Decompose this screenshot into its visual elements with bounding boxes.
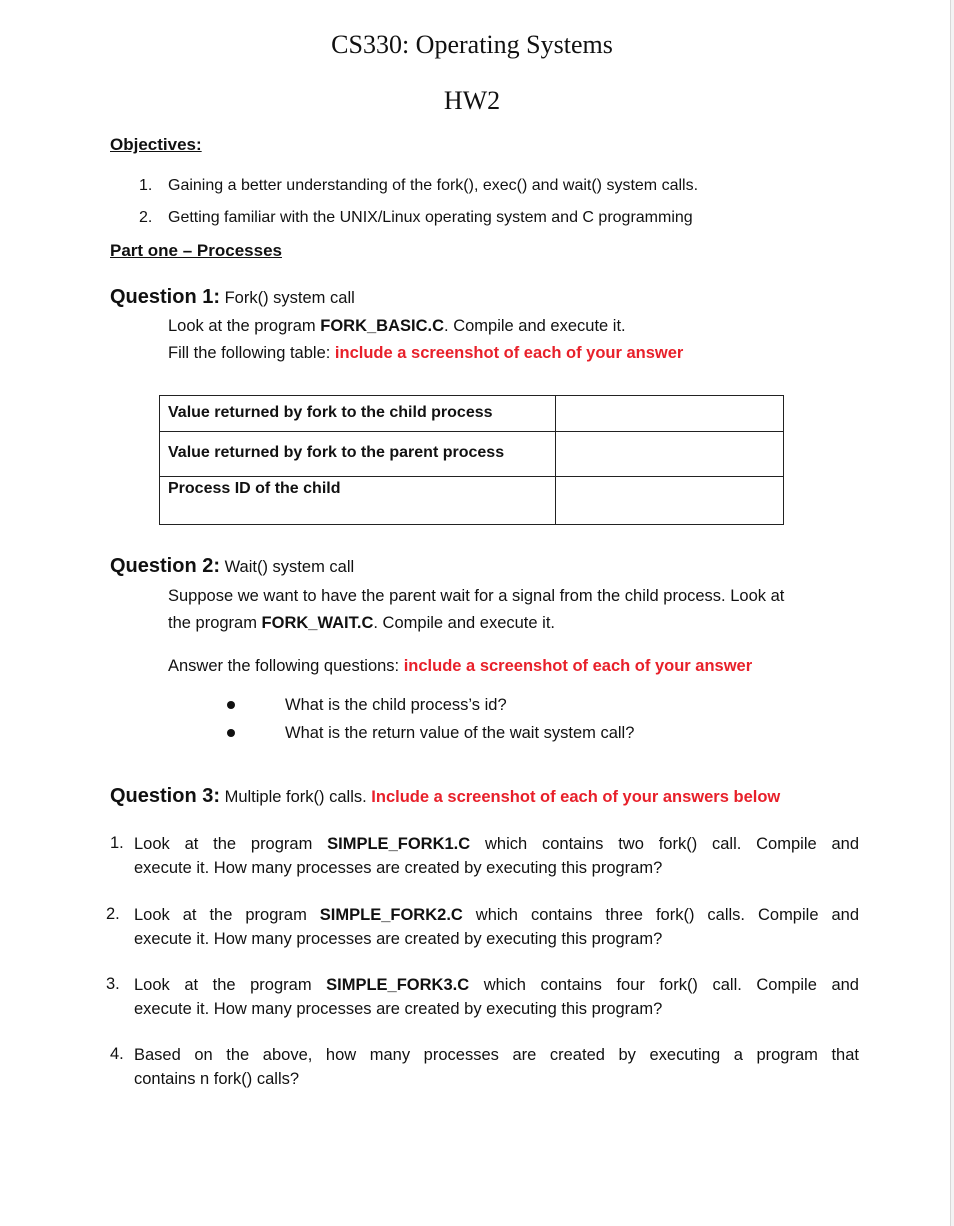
question-2-heading: [110, 555, 354, 578]
question-2-label: Question 2:: [110, 555, 221, 577]
table-row: [160, 432, 784, 477]
text-run: Based on the above, how many processes are created by executing a program that: [134, 1046, 859, 1064]
question-3-item-number: 4.: [110, 1045, 124, 1063]
item-line-1: [134, 903, 859, 927]
question-3-title: Multiple fork() calls.: [220, 788, 372, 806]
question-3-item: [134, 973, 859, 1021]
text-run: Answer the following questions:: [168, 657, 404, 675]
item-line-2: contains n fork() calls?: [134, 1070, 300, 1088]
question-1-title: Fork() system call: [220, 289, 355, 307]
item-line-2: execute it. How many processes are created by executing this program?: [134, 859, 663, 877]
question-2-answer-instruction: [168, 657, 752, 676]
screenshot-instruction: include a screenshot of each of your answer: [334, 344, 684, 362]
item-line-1: [134, 1043, 859, 1067]
question-3-item-number: 2.: [106, 905, 120, 923]
table-row-label: Value returned by fork to the parent process: [160, 432, 556, 477]
question-1-heading: [110, 286, 355, 309]
bullet-icon: [227, 729, 235, 737]
table-row: [160, 477, 784, 525]
text-run: the program: [168, 614, 262, 632]
question-1-line-2: [168, 344, 683, 363]
text-run: Fill the following table:: [168, 344, 335, 362]
bullet-icon: [227, 701, 235, 709]
question-3-item-number: 3.: [106, 975, 120, 993]
program-name: FORK_WAIT.C: [261, 614, 374, 632]
answer-cell[interactable]: [556, 432, 784, 477]
text-run: which contains three fork() calls. Compile and: [462, 906, 859, 924]
text-run: Look at the program: [134, 976, 327, 994]
program-name: SIMPLE_FORK1.C: [327, 835, 471, 853]
question-3-item-number: 1.: [110, 834, 124, 852]
program-name: SIMPLE_FORK2.C: [319, 906, 463, 924]
document-title: CS330: Operating Systems: [331, 30, 613, 59]
text-run: Look at the program: [168, 317, 321, 335]
answer-table: [159, 395, 784, 525]
objectives-heading: Objectives:: [110, 135, 202, 154]
part-one-heading: Part one – Processes: [110, 241, 282, 260]
answer-cell[interactable]: [556, 477, 784, 525]
question-2-para-line-1: Suppose we want to have the parent wait for a signal from the child process. Look at: [168, 587, 785, 605]
program-name: SIMPLE_FORK3.C: [326, 976, 470, 994]
question-2-bullet: What is the child process’s id?: [285, 696, 507, 714]
program-name: FORK_BASIC.C: [320, 317, 445, 335]
table-row: [160, 396, 784, 432]
table-row-label: Process ID of the child: [160, 477, 556, 525]
screenshot-instruction: Include a screenshot of each of your answers below: [371, 788, 781, 806]
text-run: which contains two fork() call. Compile and: [470, 835, 859, 853]
screenshot-instruction: include a screenshot of each of your answer: [403, 657, 753, 675]
text-run: Look at the program: [134, 835, 328, 853]
answer-cell[interactable]: [556, 396, 784, 432]
objective-item: Getting familiar with the UNIX/Linux operating system and C programming: [168, 209, 693, 226]
question-3-item: [134, 832, 859, 880]
question-2-para-line-2: [168, 614, 555, 633]
question-2-title: Wait() system call: [220, 558, 355, 576]
table-row-label: Value returned by fork to the child process: [160, 396, 556, 432]
question-1-label: Question 1:: [110, 286, 221, 308]
item-line-1: [134, 832, 859, 856]
item-line-2: execute it. How many processes are created by executing this program?: [134, 930, 663, 948]
objective-number: 2.: [139, 209, 153, 226]
text-run: which contains four fork() call. Compile and: [469, 976, 859, 994]
objective-item: Gaining a better understanding of the fork(), exec() and wait() system calls.: [168, 177, 699, 194]
question-3-label: Question 3:: [110, 785, 221, 807]
question-3-item: [134, 1043, 859, 1091]
document-subtitle: HW2: [443, 86, 501, 115]
item-line-2: execute it. How many processes are created by executing this program?: [134, 1000, 663, 1018]
text-run: . Compile and execute it.: [373, 614, 555, 632]
question-2-bullet: What is the return value of the wait system call?: [285, 724, 635, 742]
question-1-line-1: [168, 317, 626, 336]
text-run: . Compile and execute it.: [444, 317, 626, 335]
question-3-item: [134, 903, 859, 951]
question-3-heading: [110, 785, 780, 808]
item-line-1: [134, 973, 859, 997]
objective-number: 1.: [139, 177, 153, 194]
text-run: Look at the program: [134, 906, 320, 924]
